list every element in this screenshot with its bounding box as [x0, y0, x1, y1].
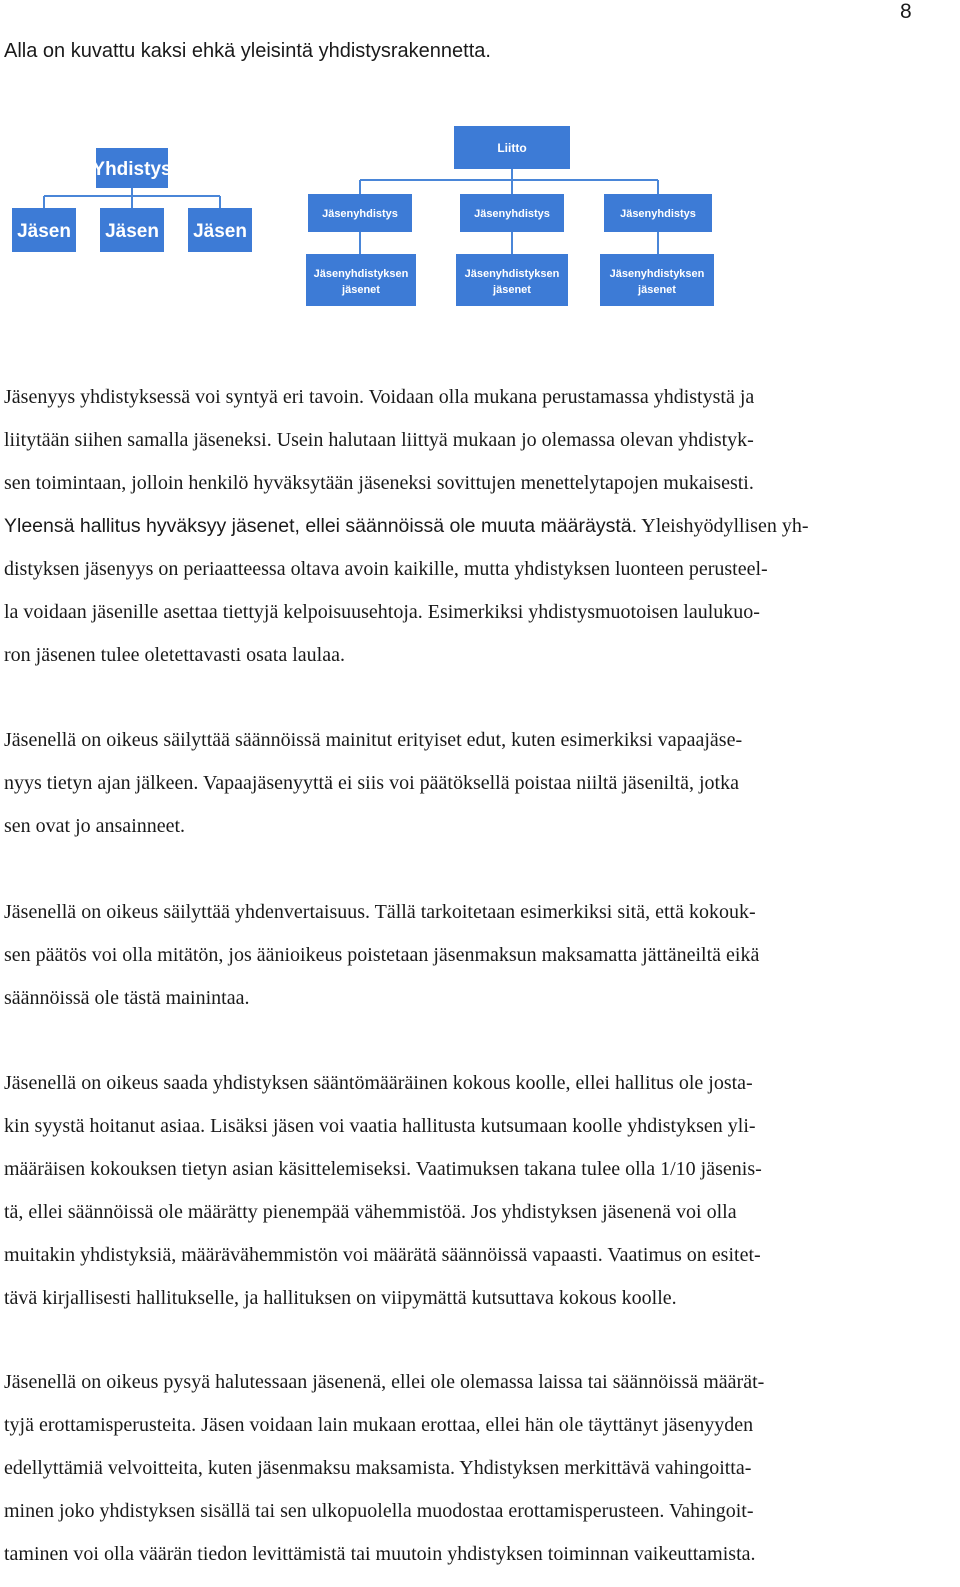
- jasen-box: [188, 208, 252, 252]
- text-line: sen toimintaan, jolloin henkilö hyväksytään jäseneksi sovittujen menettelytapojen mukaisesti.: [4, 472, 754, 494]
- liitto-label: Liitto: [497, 141, 527, 155]
- jasenyhdistyksen-label: Jäsenyhdistyksen: [313, 268, 409, 280]
- text-line-sans-part: Yleensä hallitus hyväksyy jäsenet, ellei säännöissä ole muuta määräystä.: [4, 515, 638, 537]
- jasenet-label: jäsenet: [342, 284, 380, 296]
- text-line: sen päätös voi olla mitätön, jos äänioikeus poistetaan jäsenmaksun maksamatta jättäneiltä eikä: [4, 944, 760, 966]
- text-line: sen ovat jo ansainneet.: [4, 815, 186, 837]
- text-line: taminen voi olla väärän tiedon levittämistä tai muutoin yhdistyksen toiminnan vaikeuttamista.: [4, 1543, 756, 1565]
- text-line: minen joko yhdistyksen sisällä tai sen ulkopuolella muodostaa erottamisperusteen. Vahingoit-: [4, 1500, 754, 1522]
- text-line: Jäsenyys yhdistyksessä voi syntyä eri tavoin. Voidaan olla mukana perustamassa yhdistystä ja: [4, 386, 755, 408]
- paragraph-meeting-rights: [4, 1062, 954, 1320]
- jasenyhdistyksen-jasenet-box: [600, 254, 714, 306]
- text-line: tyjä erottamisperusteita. Jäsen voidaan lain mukaan erottaa, ellei hän ole täyttänyt jäsenyyden: [4, 1414, 754, 1436]
- page-number: 8: [900, 0, 912, 23]
- organization-structure-diagram: [4, 82, 734, 332]
- jasenyhdistys-label: Jäsenyhdistys: [322, 208, 398, 220]
- text-line: Jäsenellä on oikeus säilyttää säännöissä mainitut erityiset edut, kuten esimerkiksi vapaajäse-: [4, 729, 743, 751]
- jasenyhdistyksen-label: Jäsenyhdistyksen: [464, 268, 560, 280]
- text-line: Jäsenellä on oikeus pysyä halutessaan jäsenenä, ellei ole olemassa laissa tai säännöissä määrät-: [4, 1371, 765, 1393]
- text-line: Jäsenellä on oikeus saada yhdistyksen sääntömääräinen kokous koolle, ellei hallitus ole josta-: [4, 1072, 753, 1094]
- jasenyhdistys-box: [604, 194, 712, 232]
- jasenyhdistyksen-jasenet-box: [306, 254, 416, 306]
- liitto-box: [454, 126, 570, 169]
- paragraph-expulsion: [4, 1361, 954, 1576]
- jasenyhdistys-box: [460, 194, 564, 232]
- text-line: nyys tietyn ajan jälkeen. Vapaajäsenyyttä ei siis voi päätöksellä poistaa niiltä jäseniltä, jotka: [4, 772, 739, 794]
- jasenet-label: jäsenet: [493, 284, 531, 296]
- paragraph-equality: [4, 891, 954, 1020]
- yhdistys-label: Yhdistys: [92, 159, 172, 180]
- paragraph-membership-origin: [4, 376, 954, 677]
- text-line: Jäsenellä on oikeus säilyttää yhdenvertaisuus. Tällä tarkoitetaan esimerkiksi sitä, että kokouk-: [4, 901, 756, 923]
- jasenyhdistys-label: Jäsenyhdistys: [620, 208, 696, 220]
- yhdistys-box: [92, 148, 171, 188]
- jasen-label: Jäsen: [105, 221, 159, 242]
- text-line: distyksen jäsenyys on periaatteessa oltava avoin kaikille, mutta yhdistyksen luonteen perusteel-: [4, 558, 768, 580]
- jasenyhdistys-label: Jäsenyhdistys: [474, 208, 550, 220]
- paragraph-special-benefits: [4, 719, 954, 848]
- jasenet-label: jäsenet: [638, 284, 676, 296]
- jasen-box: [100, 208, 164, 252]
- text-line: edellyttämiä velvoitteita, kuten jäsenmaksu maksamista. Yhdistyksen merkittävä vahingoitta-: [4, 1457, 752, 1479]
- intro-text: Alla on kuvattu kaksi ehkä yleisintä yhdistysrakennetta.: [4, 40, 491, 62]
- text-line-tail: Yleishyödyllisen yh-: [637, 515, 809, 537]
- jasenyhdistyksen-label: Jäsenyhdistyksen: [609, 268, 705, 280]
- jasen-label: Jäsen: [17, 221, 71, 242]
- text-line: säännöissä ole tästä mainintaa.: [4, 987, 250, 1009]
- text-line: [4, 505, 954, 548]
- jasenyhdistyksen-jasenet-box: [456, 254, 568, 306]
- jasenyhdistys-box: [308, 194, 412, 232]
- text-line: la voidaan jäsenille asettaa tiettyjä kelpoisuusehtoja. Esimerkiksi yhdistysmuotoisen laulukuo-: [4, 601, 760, 623]
- text-line: muitakin yhdistyksiä, määrävähemmistön voi määrätä säännöissä vapaasti. Vaatimus on esitet-: [4, 1244, 761, 1266]
- text-line: tä, ellei säännöissä ole määrätty pienempää vähemmistöä. Jos yhdistyksen jäsenenä voi olla: [4, 1201, 737, 1223]
- jasen-box: [12, 208, 76, 252]
- text-line: tävä kirjallisesti hallitukselle, ja hallituksen on viipymättä kutsuttava kokous koolle.: [4, 1287, 677, 1309]
- jasen-label: Jäsen: [193, 221, 247, 242]
- text-line: ron jäsenen tulee oletettavasti osata laulaa.: [4, 644, 345, 666]
- text-line: kin syystä hoitanut asiaa. Lisäksi jäsen voi vaatia hallitusta kutsumaan koolle yhdistyksen yli-: [4, 1115, 756, 1137]
- text-line: liitytään siihen samalla jäseneksi. Usein halutaan liittyä mukaan jo olemassa olevan yhdistyk-: [4, 429, 754, 451]
- text-line: määräisen kokouksen tietyn asian käsittelemiseksi. Vaatimuksen takana tulee olla 1/10 jäsenis-: [4, 1158, 762, 1180]
